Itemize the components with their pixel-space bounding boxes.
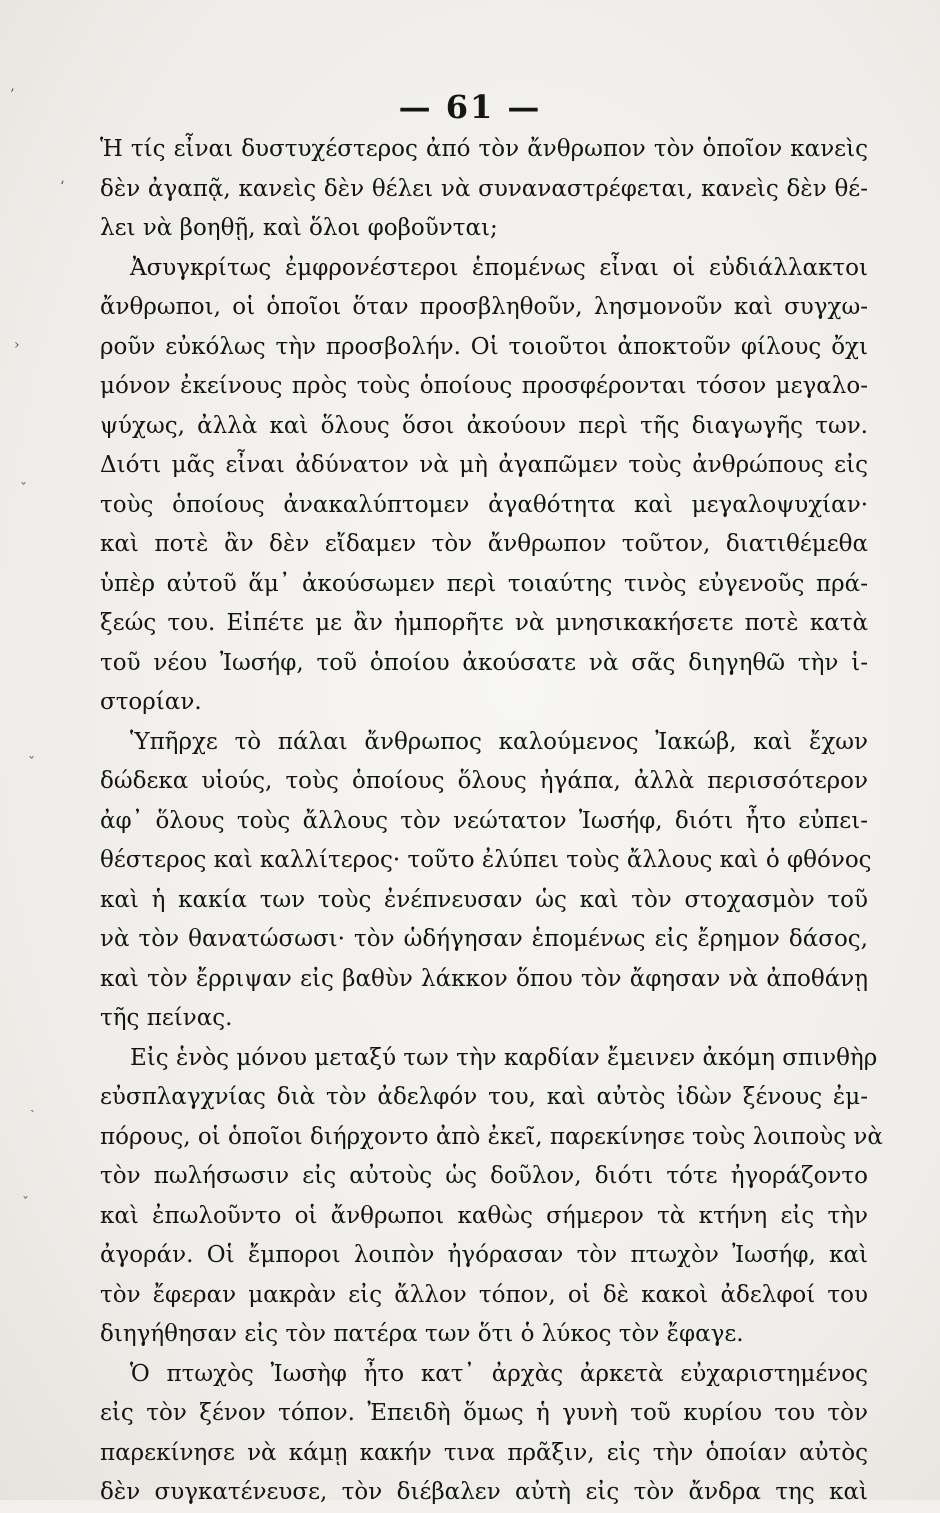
text-line: στορίαν. — [100, 689, 202, 715]
text-line: νὰ τὸν θανατώσωσι· τὸν ὡδήγησαν ἑπομένως εἰς ἔρημον δάσος, — [100, 926, 868, 952]
text-line: δὲν ἀγαπᾷ, κανεὶς δὲν θέλει νὰ συναναστρέφεται, κανεὶς δὲν θέ- — [100, 175, 868, 202]
text-line: Ἡ τίς εἶναι δυστυχέστερος ἀπό τὸν ἄνθρωπον τὸν ὁποῖον κανεὶς — [100, 136, 868, 162]
text-line: ξεώς του. Εἰπέτε με ἂν ἠμπορῆτε νὰ μνησικακήσετε ποτὲ κατὰ — [100, 610, 868, 636]
text-line: καὶ τὸν ἔρριψαν εἰς βαθὺν λάκκον ὅπου τὸν ἄφησαν νὰ ἀποθάνῃ — [100, 965, 868, 992]
text-line: Διότι μᾶς εἶναι ἀδύνατον νὰ μὴ ἀγαπῶμεν τοὺς ἀνθρώπους εἰς — [100, 452, 868, 478]
text-line: καὶ ἡ κακία των τοὺς ἐνέπνευσαν ὡς καὶ τὸν στοχασμὸν τοῦ — [100, 886, 868, 913]
text-line: τῆς πείνας. — [100, 1005, 233, 1031]
paragraph — [100, 723, 872, 1039]
page-number: — 61 — — [398, 88, 542, 126]
margin-mark: ’ — [10, 87, 15, 103]
text-line: καὶ ἐπωλοῦντο οἱ ἄνθρωποι καθὼς σήμερον τὰ κτήνη εἰς τὴν — [100, 1202, 868, 1229]
text-line: πόρους, οἱ ὁποῖοι διήρχοντο ἀπὸ ἐκεῖ, παρεκίνησε τοὺς λοιποὺς νὰ — [100, 1123, 883, 1150]
text-line: τὸν ἔφεραν μακρὰν εἰς ἄλλον τόπον, οἱ δὲ κακοὶ ἀδελφοί του — [100, 1281, 868, 1308]
margin-mark: › — [14, 337, 20, 353]
margin-mark: ˇ — [22, 1195, 29, 1211]
text-line: τοὺς ὁποίους ἀνακαλύπτομεν ἀγαθότητα καὶ μεγαλοψυχίαν· — [100, 491, 868, 518]
text-line: ἀγοράν. Οἱ ἔμποροι λοιπὸν ἠγόρασαν τὸν πτωχὸν Ἰωσήφ, καὶ — [100, 1242, 868, 1268]
margin-mark: ʻ — [60, 179, 65, 195]
text-line: Ὑπῆρχε τὸ πάλαι ἄνθρωπος καλούμενος Ἰακώβ, καὶ ἔχων — [130, 728, 868, 755]
text-line: εὐσπλαγχνίας διὰ τὸν ἀδελφόν του, καὶ αὐτὸς ἰδὼν ξένους ἐμ- — [100, 1084, 868, 1110]
text-line: Ἀσυγκρίτως ἐμφρονέστεροι ἑπομένως εἶναι οἱ εὐδιάλλακτοι — [130, 254, 868, 281]
text-line: ὑπὲρ αὐτοῦ ἅμ᾽ ἀκούσωμεν περὶ τοιαύτης τινὸς εὐγενοῦς πρά- — [100, 570, 868, 597]
text-line: λει νὰ βοηθῇ, καὶ ὅλοι φοβοῦνται; — [100, 215, 498, 241]
text-line: Εἰς ἑνὸς μόνου μεταξύ των τὴν καρδίαν ἔμεινεν ἀκόμη σπινθὴρ — [130, 1044, 878, 1071]
text-line: διηγήθησαν εἰς τὸν πατέρα των ὅτι ὁ λύκος τὸν ἔφαγε. — [100, 1321, 744, 1347]
text-line: ἄνθρωποι, οἱ ὁποῖοι ὅταν προσβληθοῦν, λησμονοῦν καὶ συγχω- — [100, 294, 868, 320]
text-line: ροῦν εὐκόλως τὴν προσβολήν. Οἱ τοιοῦτοι ἀποκτοῦν φίλους ὄχι — [100, 333, 868, 360]
paragraph — [100, 1039, 883, 1355]
text-line: καὶ ποτὲ ἂν δὲν εἴδαμεν τὸν ἄνθρωπον τοῦτον, διατιθέμεθα — [100, 531, 868, 557]
text-line: μόνον ἐκείνους πρὸς τοὺς ὁποίους προσφέρονται τόσον μεγαλο- — [100, 373, 868, 399]
text-line: δώδεκα υἱούς, τοὺς ὁποίους ὅλους ἠγάπα, ἀλλὰ περισσότερον — [100, 768, 868, 794]
text-line: θέστερος καὶ καλλίτερος· τοῦτο ἐλύπει τοὺς ἄλλους καὶ ὁ φθόνος — [100, 847, 872, 873]
text-line: παρεκίνησε νὰ κάμῃ κακήν τινα πρᾶξιν, εἰς τὴν ὁποίαν αὐτὸς — [100, 1439, 868, 1466]
text-line: Ὁ πτωχὸς Ἰωσὴφ ἦτο κατ᾽ ἀρχὰς ἀρκετὰ εὐχαριστημένος — [130, 1360, 868, 1387]
paragraph — [100, 130, 868, 249]
body-text — [100, 130, 883, 1513]
text-line: τὸν πωλήσωσιν εἰς αὐτοὺς ὡς δοῦλον, διότι τότε ἠγοράζοντο — [100, 1163, 868, 1189]
margin-mark: ˇ — [28, 755, 35, 771]
text-line: δὲν συγκατένευσε, τὸν διέβαλεν αὐτὴ εἰς τὸν ἄνδρα της καὶ — [100, 1479, 868, 1505]
text-line: ἀφ᾽ ὅλους τοὺς ἄλλους τὸν νεώτατον Ἰωσήφ, διότι ἦτο εὐπει- — [100, 807, 868, 834]
text-line: τοῦ νέου Ἰωσήφ, τοῦ ὁποίου ἀκούσατε νὰ σᾶς διηγηθῶ τὴν ἱ- — [100, 649, 868, 676]
text-line: ψύχως, ἀλλὰ καὶ ὅλους ὅσοι ἀκούουν περὶ τῆς διαγωγῆς των. — [100, 412, 868, 439]
margin-mark: ˇ — [20, 481, 27, 497]
margin-mark: ˏ — [30, 1097, 35, 1113]
paragraph — [100, 1355, 868, 1513]
text-line: εἰς τὸν ξένον τόπον. Ἐπειδὴ ὅμως ἡ γυνὴ τοῦ κυρίου του τὸν — [100, 1400, 868, 1426]
paragraph — [100, 249, 868, 723]
